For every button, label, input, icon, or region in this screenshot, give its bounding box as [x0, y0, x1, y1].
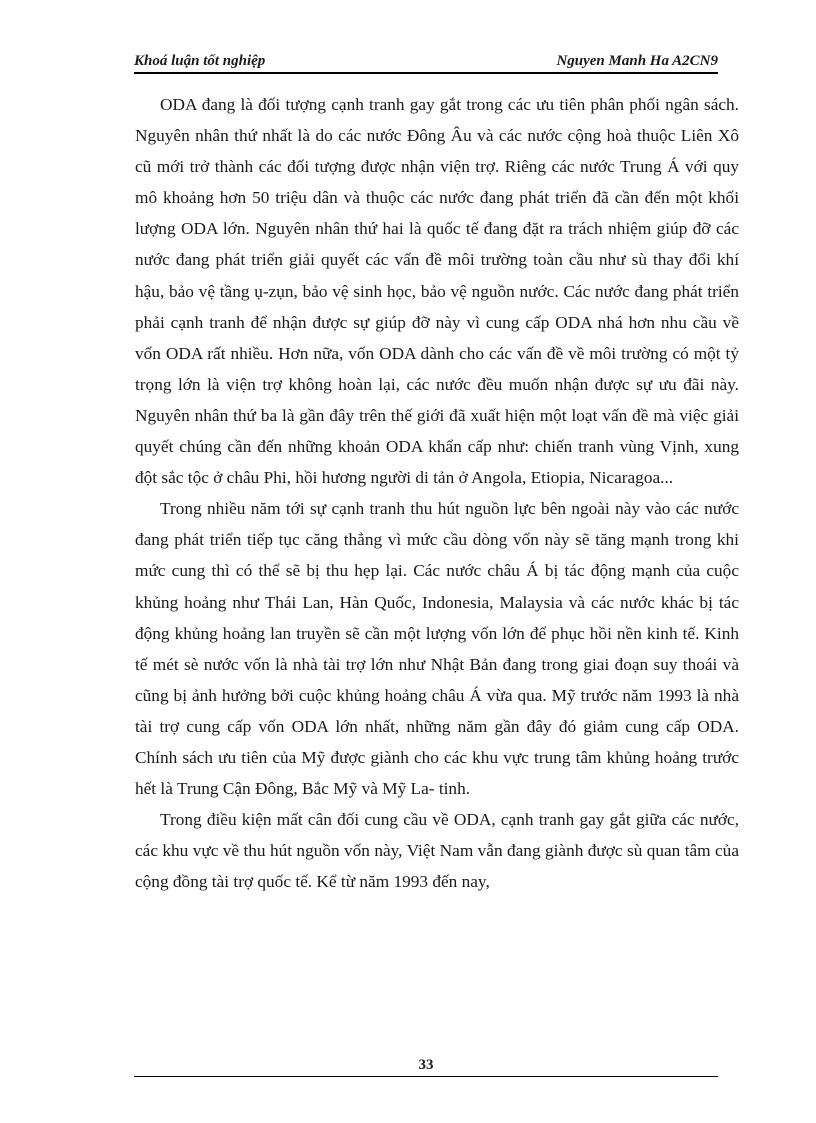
page-footer — [134, 1056, 718, 1077]
page-number: 33 — [418, 1057, 434, 1073]
paragraph-vietnam: Trong điều kiện mất cân đối cung cầu về ODA, cạnh tranh gay gắt giữa các nước, các khu vực về thu hút nguồn vốn này, Việt Nam vẫn đang giành được sù quan tâm của cộng đồng tài trợ quốc tế. Kể từ năm 1993 đến nay, — [135, 810, 739, 892]
paragraph-oda-competition: ODA đang là đối tượng cạnh tranh gay gắt trong các ưu tiên phân phối ngân sách. Nguyên nhân thứ nhất là do các nước Đông Âu và các nước cộng hoà thuộc Liên Xô cũ mới trở thành các đối tượng được nhận viện trợ. Riêng các nước Trung Á với quy mô khoảng hơn 50 triệu dân và thuộc các nước đang phát triển đã cần đến một khối lượng ODA lớn. Nguyên nhân thứ hai là quốc tế đang đặt ra trách nhiệm giúp đỡ các nước đang phát triển giải quyết các vấn đề môi trường toàn cầu như sù thay đổi khí hậu, bảo vệ tầng ụ-zụn, bảo vệ sinh học, bảo vệ nguồn nước. Các nước đang phát triển phải cạnh tranh để nhận được sự giúp đỡ này vì cung cấp ODA nhá hơn nhu cầu về vốn ODA rất nhiều. Hơn nữa, vốn ODA dành cho các vấn đề về môi trường có một tỷ trọng lớn là viện trợ không hoàn lại, các nước đều muốn nhận được sự ưu đãi này. Nguyên nhân thứ ba là gần đây trên thế giới đã xuất hiện một loạt vấn đề mà việc giải quyết chúng cần đến những khoản ODA khẩn cấp như: chiến tranh vùng Vịnh, xung đột sắc tộc ở châu Phi, hồi hương người di tản ở Angola, Etiopia, Nicaragoa... — [135, 95, 739, 488]
thesis-label: Khoá luận tốt nghiệp — [134, 53, 266, 69]
paragraph-external-resources: Trong nhiều năm tới sự cạnh tranh thu hút nguồn lực bên ngoài này vào các nước đang phát triển tiếp tục căng thẳng vì mức cầu dòng vốn này sẽ tăng mạnh trong khi mức cung thì có thể sẽ bị thu hẹp lại. Các nước châu Á bị tác động mạnh của cuộc khủng hoảng như Thái Lan, Hàn Quốc, Indonesia, Malaysia và các nước khác bị tác động khủng hoảng lan truyền sẽ cần một lượng vốn lớn để phục hồi nền kinh tế. Kinh tế mét sè nước vốn là nhà tài trợ lớn như Nhật Bản đang trong giai đoạn suy thoái và cũng bị ảnh hưởng bởi cuộc khủng hoảng châu Á vừa qua. Mỹ trước năm 1993 là nhà tài trợ cung cấp vốn ODA lớn nhất, những năm gần đây đó giảm cung cấp ODA. Chính sách ưu tiên của Mỹ được giành cho các khu vực trung tâm khủng hoảng trước hết là Trung Cận Đông, Bắc Mỹ và Mỹ La- tinh. — [135, 499, 739, 799]
body-text — [135, 89, 739, 897]
page-header — [134, 50, 718, 74]
author-class-label: Nguyen Manh Ha A2CN9 — [556, 53, 718, 69]
